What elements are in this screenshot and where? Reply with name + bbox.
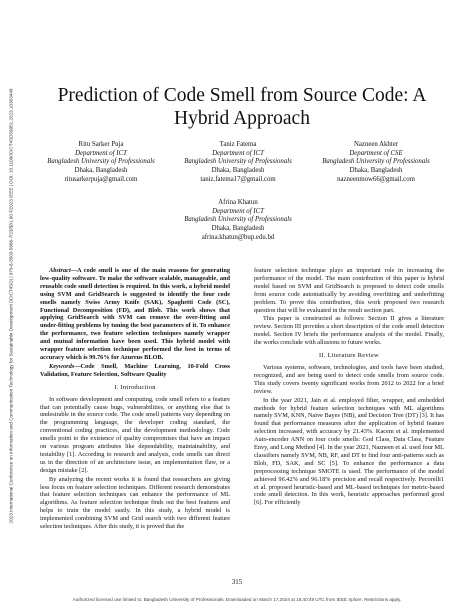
author-email: taniz.fatema17@gmail.com (200, 175, 276, 183)
organization-paragraph: This paper is constructed as follows: Section II gives a literature review. Section III provides a short description of the code smell detection model. Section IV briefs the performance analysis of the model. Finally, the works conclude with allusions to future works. (254, 315, 444, 347)
author-name: Ritu Sarker Puja (78, 141, 124, 148)
author-block-2 (163, 141, 313, 185)
title-line-2: Hybrid Approach (174, 108, 310, 129)
author-name: Taniz Fatema (219, 141, 257, 148)
side-citation-text: 2023 International Conference on Information and Communication Technology for Sustainable Development (ICICT4SD) | 979-8-3503-5866-7/23/$31.00 ©2023 IEEE | DOI: 10.1109/ICICT4SD59951.2023.10303449 (8, 88, 14, 524)
keywords-text: —Code Smell, Machine Learning, 10-Fold Cross Validation, Feature Selection, Software Quality (40, 362, 230, 378)
author-dept: Department of ICT (75, 149, 127, 157)
author-email: afrina.khatun@bup.edu.bd (201, 233, 275, 241)
author-org: Bangladesh University of Professionals (184, 216, 292, 224)
author-org: Bangladesh University of Professionals (47, 158, 155, 166)
author-city: Dhaka, Bangladesh (211, 225, 265, 233)
author-dept: Department of ICT (212, 207, 264, 215)
author-dept: Department of ICT (212, 149, 264, 157)
author-email: ritusarkerpuja@gmail.com (64, 175, 138, 183)
continued-paragraph: feature selection technique plays an important role in increasing the performance of the model. The main contribution of this paper is hybrid model based on SVM and GridSearch is proposed to detect code smells from source code automatically by avoiding overfitting and underfitting problem. To prove this contribution, this work proposed two research question that will be evaluated in the result section part. (254, 267, 444, 314)
author-org: Bangladesh University of Professionals (322, 158, 430, 166)
author-block-1 (26, 141, 176, 185)
abstract (40, 267, 230, 362)
right-column (254, 267, 444, 508)
author-block-3 (301, 141, 451, 185)
author-city: Dhaka, Bangladesh (349, 167, 403, 175)
page-number: 315 (231, 578, 243, 586)
author-city: Dhaka, Bangladesh (74, 167, 128, 175)
section-heading-literature-review: II. Literature Review (318, 352, 380, 360)
author-name: Nazneen Akhter (354, 141, 398, 148)
author-org: Bangladesh University of Professionals (184, 158, 292, 166)
paper-title (30, 84, 454, 130)
intro-paragraph-1: In software development and computing, code smell refers to a feature that can potentially cause bugs, vulnerabilities, or anything else that is undesirable in the source code. The code smell patterns vary depending on the programming language, the developer coding standard, the conventional coding practices, and the development methodology. Code smells point to the existence of quality compromises that have an impact on various program attributes like dependability, maintainability, and testability [1]. According to research and analysis, code smells can direct us in the direction of an architecture issue, an implementation flaw, or a design mistake [2]. (40, 395, 230, 474)
section-heading-introduction: I. Introduction (114, 383, 156, 391)
title-line-1: Prediction of Code Smell from Source Code: A (57, 85, 427, 106)
literature-paragraph-1: Various systems, software, technologies, and tools have been studied, recognized, and are being used to detect code smells from source code. This study covers twenty significant works from 2012 to 2022 for a brief review. (254, 363, 444, 395)
literature-paragraph-2: In the year 2021, Jain et al. employed filter, wrapper, and embedded methods for hybrid feature selection techniques with ML algorithms namely SVM, KNN, Naive Bayes (NB), and Decision Tree (DT) [3]. It has found that performance measures after the application of hybrid feature selection increased, with accuracy by 21.43%. Kacem et al. implemented Auto-encoder ANN on four code smells: God Class, Data Class, Feature Envy, and Long Method [4]. In the year 2021, Nazneen et al. used four ML classifiers namely SVM, NB, RF, and DT to find four anti-patterns such as Blob, FD, SAK, and SC [5]. To enhance the performance a data preprocessing technique SMOTE is used. The performance of the model achieved 96.42% and 96.18% precision and recall respectively. Pecorelli1 et al. proposed heuristic-based and ML-based techniques for metric-based code smell detection. In this work, heuristic approaches performed good [6]. For efficiently (254, 396, 444, 507)
keywords-label: Keywords (49, 362, 75, 370)
side-citation-strip (6, 8, 16, 604)
intro-paragraph-2: By analyzing the recent works it is found that researchers are giving less focus on feature selection techniques. Different research demonstrates that feature selection techniques can enhance the performance of ML algorithms. As feature selection technique finds out the best features and helps to train the model easily. In this study, a hybrid model is implemented combining SVM and Grid search with two different feature selection techniques. After this study, it is proved that the (40, 475, 230, 531)
author-dept: Department of CSE (349, 149, 403, 157)
abstract-label: Abstract (49, 267, 71, 274)
left-column (40, 267, 230, 532)
license-footer: Authorized licensed use limited to: Bangladesh University of Professionals. Downloaded on March 17,2024 at 16:40:49 UTC from IEEE Xplore. Restrictions apply. (72, 597, 402, 602)
author-block-4 (163, 199, 313, 243)
author-email: nazneenmow66@gmail.com (337, 175, 415, 183)
author-name: Afrina Khatun (218, 199, 258, 206)
keywords (40, 363, 230, 379)
author-city: Dhaka, Bangladesh (211, 167, 265, 175)
abstract-text: —A code smell is one of the main reasons for generating low-quality software. To make the software scalable, manageable, and reusable code smell detection is required. In this work, a hybrid model using SVM and GridSearch is suggested to identify the four code smells namely Swiss Army Knife (SAK), Spaghetti Code (SC), Functional Decomposition (FD), and Blob. This work shows that applying GridSearch with SVM can remove the over-fitting and under-fitting problems by tuning the best parameters of it. To enhance the performance, two feature selection techniques namely wrapper and mutual information have been used. This hybrid model with wrapper feature selection technique performed the best in terms of accuracy which is 99.76% for Azureus BLOB. (40, 267, 230, 361)
